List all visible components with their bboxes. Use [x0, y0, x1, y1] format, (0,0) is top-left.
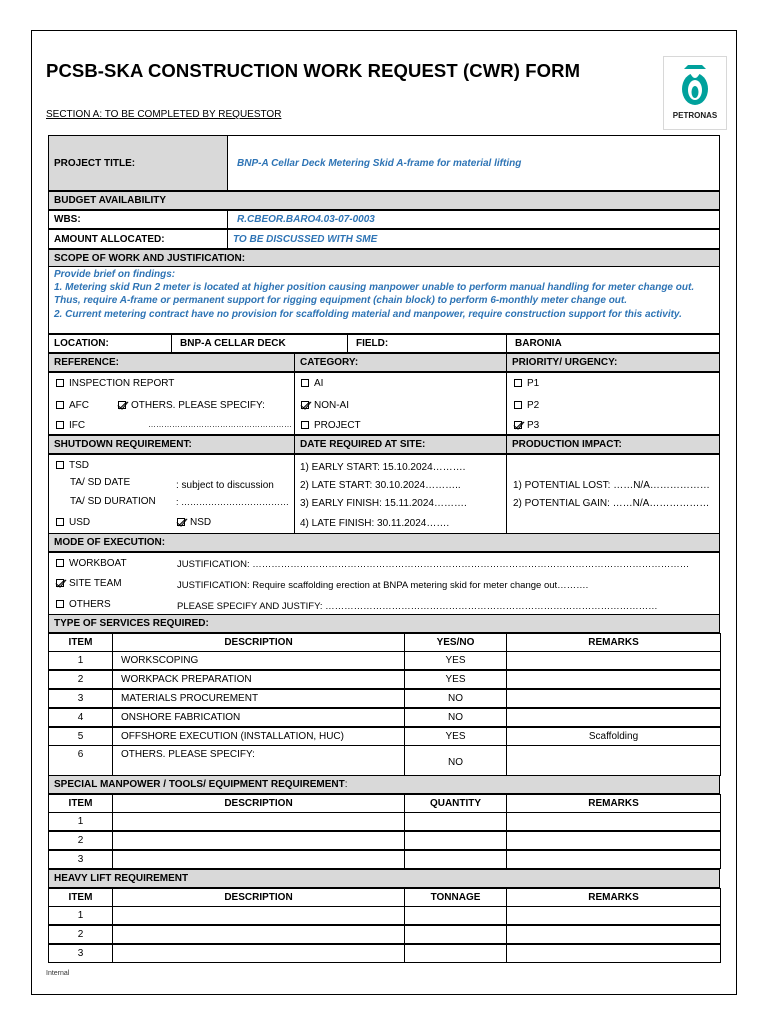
remarks-col-header: REMARKS [506, 888, 721, 907]
early-start: 1) EARLY START: 15.10.2024………. [300, 462, 466, 473]
table-row-yesno[interactable]: NO [404, 745, 507, 776]
shutdown-usd-option[interactable] [56, 517, 90, 528]
checkbox-icon [56, 600, 64, 608]
table-row-description: WORKSCOPING [112, 651, 405, 670]
exec-siteteam-option[interactable] [56, 578, 122, 589]
ta-duration-value[interactable]: : ……………………………… [176, 497, 290, 507]
table-row-item: 1 [48, 906, 113, 925]
budget-heading: BUDGET AVAILABILITY [48, 191, 720, 210]
logo-text: PETRONAS [672, 111, 718, 120]
value-col-header: YES/NO [404, 633, 507, 652]
table-row-yesno[interactable]: NO [404, 689, 507, 708]
table-row-yesno[interactable]: YES [404, 727, 507, 746]
table-row-item: 3 [48, 944, 113, 963]
shutdown-tsd-label: TSD [69, 460, 89, 471]
date-required-heading: DATE REQUIRED AT SITE: [294, 435, 507, 454]
ref-others-blank[interactable]: ……………………………………………… [148, 420, 292, 429]
cat-ai-option[interactable] [301, 378, 323, 389]
table-row-description: MATERIALS PROCUREMENT [112, 689, 405, 708]
description-col-header: DESCRIPTION [112, 633, 405, 652]
execution-heading: MODE OF EXECUTION: [48, 533, 720, 552]
early-finish: 3) EARLY FINISH: 15.11.2024………. [300, 498, 467, 509]
table-row-item: 2 [48, 670, 113, 689]
ref-afc-option[interactable] [56, 400, 89, 411]
siteteam-justification[interactable]: JUSTIFICATION: Require scaffolding erection at BNPA metering skid for meter change out………. [177, 580, 589, 591]
checked-checkbox-icon [301, 401, 309, 409]
table-row-remarks[interactable] [506, 906, 721, 925]
category-heading: CATEGORY: [294, 353, 507, 372]
table-row-description[interactable] [112, 906, 405, 925]
ta-duration-label: TA/ SD DURATION [70, 496, 156, 507]
cat-project-label: PROJECT [314, 420, 361, 431]
table-row-description[interactable] [112, 925, 405, 944]
checkbox-icon [56, 518, 64, 526]
priority-p2-label: P2 [527, 400, 540, 411]
table-row-remarks[interactable] [506, 944, 721, 963]
ref-inspection-label: INSPECTION REPORT [69, 378, 175, 389]
project-title-label: PROJECT TITLE: [48, 135, 228, 191]
table-row-quantity[interactable] [404, 812, 507, 831]
checkbox-icon [56, 421, 64, 429]
table-row-item: 3 [48, 850, 113, 869]
priority-p2-option[interactable] [514, 400, 539, 411]
scope-line-2: 1. Metering skid Run 2 meter is located at higher position causing manpower unable to perform manual handling for meter change out. [54, 282, 695, 294]
checkbox-icon [56, 559, 64, 567]
description-col-header: DESCRIPTION [112, 794, 405, 813]
footer-classification: Internal [46, 970, 70, 977]
ta-date-label: TA/ SD DATE [70, 477, 131, 488]
item-col-header: ITEM [48, 633, 113, 652]
table-row-remarks[interactable] [506, 651, 721, 670]
production-cell [506, 454, 720, 534]
table-row-remarks[interactable] [506, 708, 721, 727]
potential-lost: 1) POTENTIAL LOST: ……N/A……………… [513, 480, 710, 491]
checkbox-icon [56, 379, 64, 387]
exec-siteteam-label: SITE TEAM [69, 578, 122, 589]
ref-afc-label: AFC [69, 400, 89, 411]
table-row-item: 3 [48, 689, 113, 708]
scope-brief [54, 268, 719, 321]
table-row-tonnage[interactable] [404, 925, 507, 944]
ref-others-label: OTHERS. PLEASE SPECIFY: [131, 400, 265, 411]
priority-p1-label: P1 [527, 378, 540, 389]
table-row-yesno[interactable]: NO [404, 708, 507, 727]
late-finish: 4) LATE FINISH: 30.11.2024……. [300, 518, 450, 529]
cat-nonai-option[interactable] [301, 400, 349, 411]
table-row-remarks[interactable] [506, 689, 721, 708]
checkbox-icon [514, 379, 522, 387]
manpower-heading-suffix: : [344, 779, 348, 790]
table-row-description[interactable] [112, 944, 405, 963]
checkbox-icon [56, 401, 64, 409]
exec-workboat-option[interactable] [56, 558, 127, 569]
scope-line-1: Provide brief on findings: [54, 269, 176, 280]
checkbox-icon [301, 421, 309, 429]
priority-p3-label: P3 [527, 420, 540, 431]
table-row-remarks[interactable] [506, 925, 721, 944]
amount-label: AMOUNT ALLOCATED: [48, 229, 228, 249]
project-title-value: BNP-A Cellar Deck Metering Skid A-frame for material lifting [237, 158, 522, 169]
amount-cell [227, 229, 720, 249]
priority-p1-option[interactable] [514, 378, 539, 389]
table-row-description[interactable] [112, 850, 405, 869]
table-row-remarks[interactable] [506, 670, 721, 689]
location-value: BNP-A CELLAR DECK [171, 334, 348, 353]
item-col-header: ITEM [48, 794, 113, 813]
ref-others-option[interactable] [118, 400, 265, 411]
checked-checkbox-icon [56, 579, 64, 587]
table-row-remarks[interactable] [506, 850, 721, 869]
table-row-item: 1 [48, 812, 113, 831]
potential-gain: 2) POTENTIAL GAIN: ……N/A……………… [513, 498, 710, 509]
shutdown-usd-label: USD [69, 517, 91, 528]
table-row-description: OFFSHORE EXECUTION (INSTALLATION, HUC) [112, 727, 405, 746]
checkbox-icon [301, 379, 309, 387]
wbs-cell [227, 210, 720, 229]
cat-project-option[interactable] [301, 420, 361, 431]
cat-nonai-label: NON-AI [314, 400, 349, 411]
shutdown-nsd-label: NSD [190, 517, 212, 528]
table-row-item: 1 [48, 651, 113, 670]
reference-heading: REFERENCE: [48, 353, 295, 372]
table-row-description: ONSHORE FABRICATION [112, 708, 405, 727]
table-row-description: OTHERS. PLEASE SPECIFY: [112, 745, 405, 776]
ta-date-value[interactable]: : subject to discussion [176, 480, 274, 491]
remarks-col-header: REMARKS [506, 794, 721, 813]
remarks-col-header: REMARKS [506, 633, 721, 652]
checked-checkbox-icon [514, 421, 522, 429]
field-label: FIELD: [347, 334, 507, 353]
location-label: LOCATION: [48, 334, 172, 353]
petronas-logo [663, 56, 727, 130]
item-col-header: ITEM [48, 888, 113, 907]
petronas-emblem-icon [664, 59, 726, 111]
production-heading: PRODUCTION IMPACT: [506, 435, 720, 454]
table-row-description[interactable] [112, 831, 405, 850]
field-value: BARONIA [506, 334, 720, 353]
shutdown-heading: SHUTDOWN REQUIREMENT: [48, 435, 295, 454]
others-justification[interactable]: PLEASE SPECIFY AND JUSTIFY: …………………………………………………………………………………………… [177, 601, 658, 612]
exec-others-label: OTHERS [69, 599, 111, 610]
manpower-heading-text: SPECIAL MANPOWER / TOOLS/ EQUIPMENT REQUIREMENT [54, 779, 345, 790]
table-row-remarks[interactable] [506, 745, 721, 776]
section-a-heading: SECTION A: TO BE COMPLETED BY REQUESTOR [46, 109, 282, 120]
table-row-description[interactable] [112, 812, 405, 831]
shutdown-nsd-option[interactable] [177, 517, 211, 528]
late-start: 2) LATE START: 30.10.2024……….. [300, 480, 461, 491]
checkbox-icon [56, 461, 64, 469]
workboat-justification[interactable]: JUSTIFICATION: ………………………………………………………………………………………………………………………… [177, 559, 690, 570]
priority-p3-option[interactable] [514, 420, 539, 431]
scope-heading: SCOPE OF WORK AND JUSTIFICATION: [48, 249, 720, 267]
table-row-description: WORKPACK PREPARATION [112, 670, 405, 689]
priority-heading: PRIORITY/ URGENCY: [506, 353, 720, 372]
table-row-yesno[interactable]: YES [404, 651, 507, 670]
manpower-heading [48, 775, 720, 794]
exec-others-option[interactable] [56, 599, 111, 610]
value-col-header: TONNAGE [404, 888, 507, 907]
table-row-item: 6 [48, 745, 113, 776]
table-row-item: 2 [48, 831, 113, 850]
checked-checkbox-icon [177, 518, 185, 526]
table-row-item: 4 [48, 708, 113, 727]
ref-ifc-label: IFC [69, 420, 86, 431]
exec-workboat-label: WORKBOAT [69, 558, 127, 569]
checkbox-icon [514, 401, 522, 409]
table-row-quantity[interactable] [404, 831, 507, 850]
wbs-value: R.CBEOR.BARO4.03-07-0003 [237, 214, 375, 225]
value-col-header: QUANTITY [404, 794, 507, 813]
table-row-tonnage[interactable] [404, 906, 507, 925]
table-row-tonnage[interactable] [404, 944, 507, 963]
description-col-header: DESCRIPTION [112, 888, 405, 907]
table-row-item: 2 [48, 925, 113, 944]
ref-inspection-option[interactable] [56, 378, 174, 389]
cat-ai-label: AI [314, 378, 324, 389]
services-heading: TYPE OF SERVICES REQUIRED: [48, 614, 720, 633]
table-row-yesno[interactable]: YES [404, 670, 507, 689]
table-row-remarks[interactable]: Scaffolding [506, 727, 721, 746]
table-row-quantity[interactable] [404, 850, 507, 869]
table-row-remarks[interactable] [506, 831, 721, 850]
scope-line-3: Thus, require A-frame or permanent support for rigging equipment (chain block) to perform 6-monthly meter change out. [54, 295, 628, 307]
ref-ifc-option[interactable] [56, 420, 85, 431]
checked-checkbox-icon [118, 401, 126, 409]
wbs-label: WBS: [48, 210, 228, 229]
table-row-item: 5 [48, 727, 113, 746]
shutdown-tsd-option[interactable] [56, 460, 89, 471]
form-title: PCSB-SKA CONSTRUCTION WORK REQUEST (CWR) FORM [46, 60, 581, 81]
amount-value: TO BE DISCUSSED WITH SME [233, 233, 378, 245]
scope-line-4: 2. Current metering contract have no provision for scaffolding material and manpower, require construction support for this activity. [54, 308, 682, 320]
heavy-lift-heading: HEAVY LIFT REQUIREMENT [48, 869, 720, 888]
project-title-cell [227, 135, 720, 191]
table-row-remarks[interactable] [506, 812, 721, 831]
